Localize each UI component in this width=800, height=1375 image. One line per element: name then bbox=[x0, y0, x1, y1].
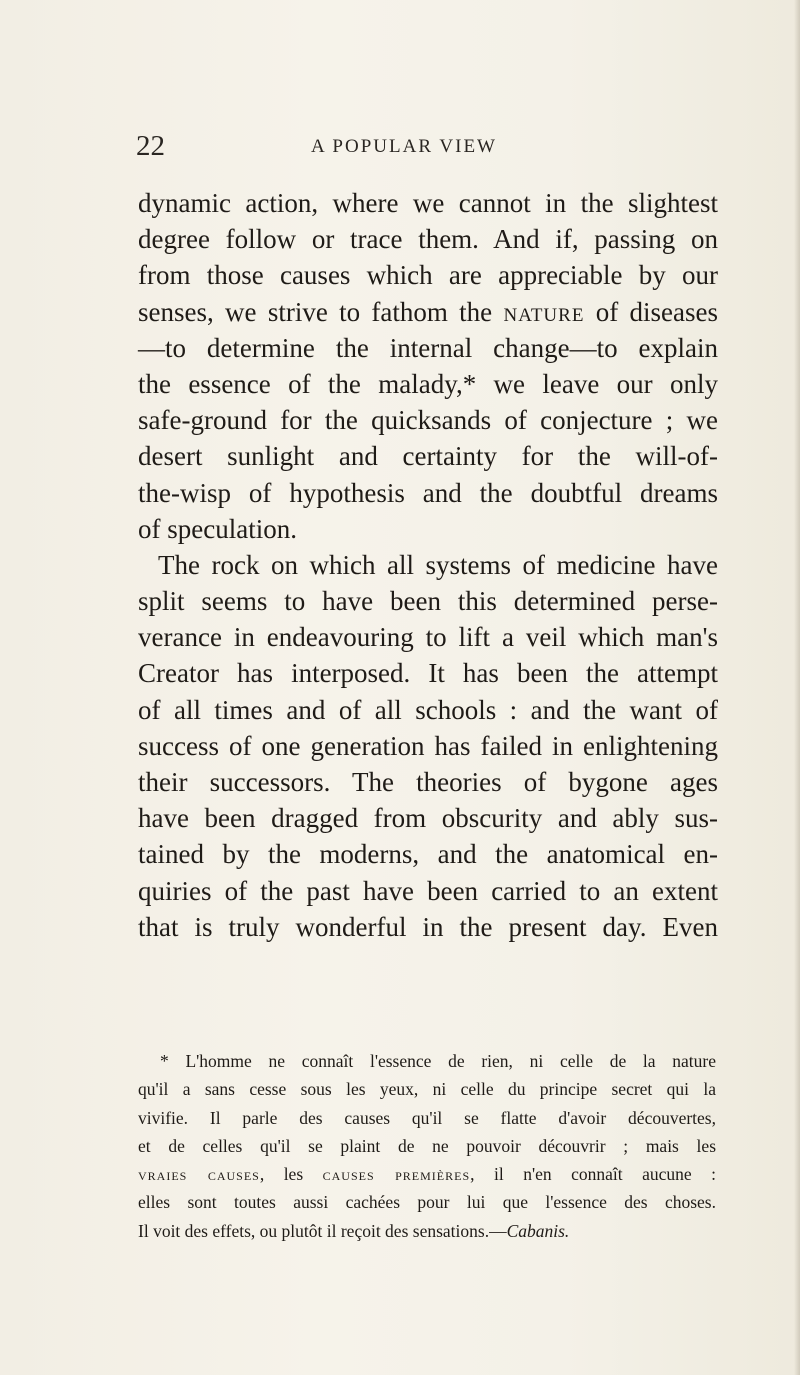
text-line: from those causes which are appreciable by our bbox=[138, 260, 718, 291]
footnote-line: et de celles qu'il se plaint de ne pouvoir découvrir ; mais les bbox=[138, 1135, 716, 1156]
text-line: dynamic action, where we cannot in the slightest bbox=[138, 188, 718, 218]
text-line: split seems to have been this determined perse- bbox=[138, 586, 718, 617]
text-line: the-wisp of hypothesis and the doubtful dreams bbox=[138, 477, 718, 508]
footnote-line: qu'il a sans cesse sous les yeux, ni celle du principe secret qui la bbox=[138, 1079, 716, 1100]
footnote bbox=[138, 1047, 716, 1245]
text-line: —to determine the internal change—to explain bbox=[138, 332, 718, 363]
text-line: the essence of the malady,* we leave our only bbox=[138, 368, 718, 399]
footnote-line: * L'homme ne connaît l'essence de rien, ni celle de la nature bbox=[160, 1051, 716, 1071]
text-fragment: Il voit des effets, ou plutôt il reçoit des sensations.— bbox=[138, 1220, 507, 1241]
small-caps-term: vraies causes bbox=[138, 1164, 260, 1185]
footnote-line bbox=[138, 1217, 716, 1245]
text-line: The rock on which all systems of medicine have bbox=[158, 549, 718, 580]
text-line: desert sunlight and certainty for the will-of- bbox=[138, 441, 718, 472]
footnote-author: Cabanis. bbox=[506, 1220, 570, 1241]
text-line: degree follow or trace them. And if, passing on bbox=[138, 224, 718, 255]
text-line: of all times and of all schools : and the want of bbox=[138, 694, 718, 725]
text-line: Creator has interposed. It has been the attempt bbox=[138, 658, 718, 689]
footnote-line: vivifie. Il parle des causes qu'il se flatte d'avoir découvertes, bbox=[138, 1107, 716, 1128]
text-line: have been dragged from obscurity and ably sus- bbox=[138, 803, 718, 834]
footnote-line: elles sont toutes aussi cachées pour lui que l'essence des choses. bbox=[138, 1192, 716, 1213]
page-header bbox=[136, 128, 710, 164]
text-fragment: senses, we strive to fathom the bbox=[138, 296, 493, 327]
text-line: verance in endeavouring to lift a veil which man's bbox=[138, 622, 718, 653]
main-text bbox=[138, 185, 718, 945]
text-line: their successors. The theories of bygone ages bbox=[138, 767, 718, 797]
text-line: of speculation. bbox=[138, 513, 297, 544]
text-line: quiries of the past have been carried to an extent bbox=[138, 875, 718, 906]
page-edge-shadow bbox=[794, 0, 800, 1375]
footnote-line bbox=[138, 1160, 716, 1188]
text-line bbox=[138, 294, 718, 330]
small-caps-term: nature bbox=[503, 296, 585, 327]
text-fragment: , il n'en connaît aucune : bbox=[470, 1164, 716, 1185]
text-line: that is truly wonderful in the present day. Even bbox=[138, 911, 718, 942]
text-fragment: , les bbox=[259, 1164, 304, 1185]
small-caps-term: causes premières bbox=[322, 1164, 471, 1185]
text-line: safe-ground for the quicksands of conjecture ; we bbox=[138, 405, 718, 436]
running-title: A POPULAR VIEW bbox=[311, 136, 497, 157]
page-number: 22 bbox=[136, 130, 165, 162]
text-line: tained by the moderns, and the anatomical en- bbox=[138, 839, 718, 870]
text-line: success of one generation has failed in enlightening bbox=[138, 730, 718, 761]
text-fragment: of diseases bbox=[595, 296, 719, 327]
